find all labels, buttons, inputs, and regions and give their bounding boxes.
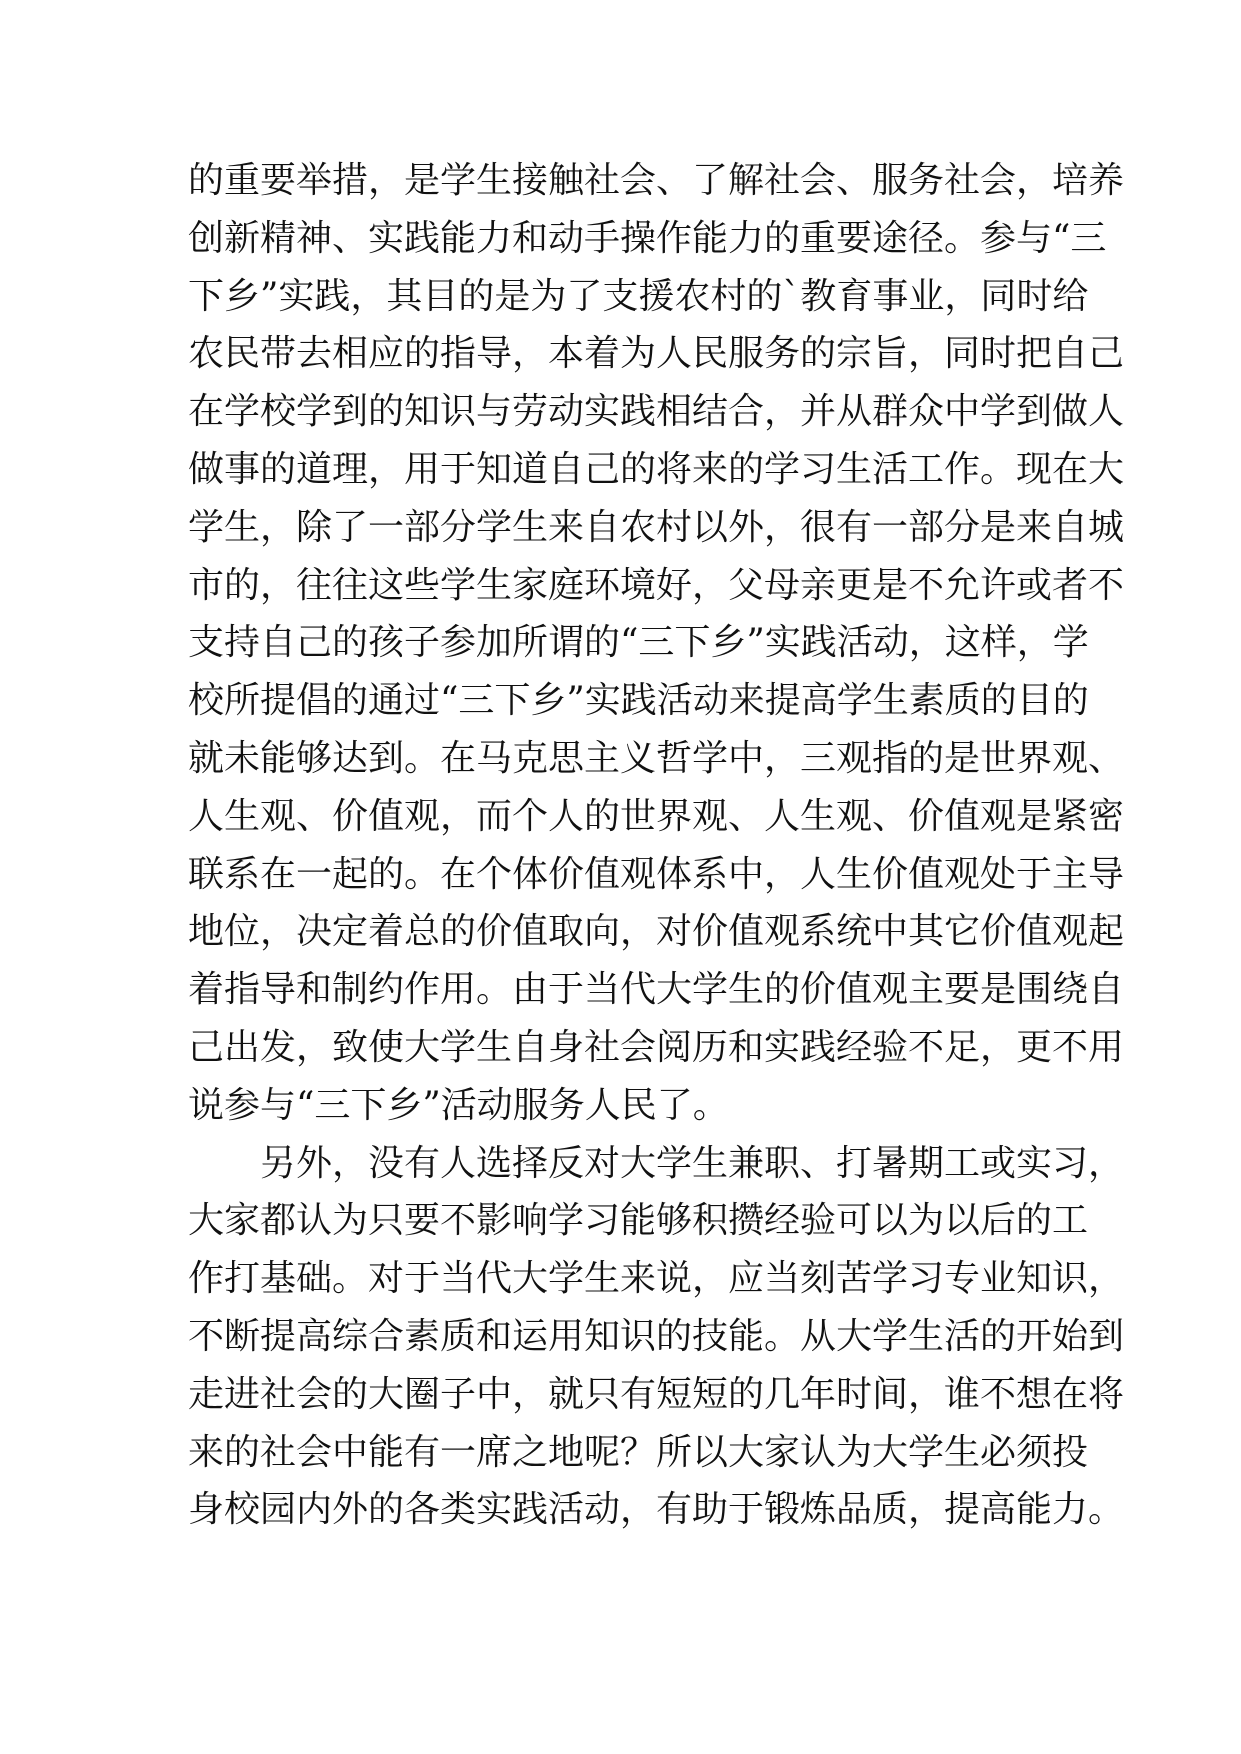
text-line: 创新精神、实践能力和动手操作能力的重要途径。参与“三 <box>188 217 1107 259</box>
paragraph-1 <box>188 152 1125 1135</box>
text-line: 农民带去相应的指导，本着为人民服务的宗旨，同时把自己 <box>188 333 1125 375</box>
text-line: 人生观、价值观，而个人的世界观、人生观、价值观是紧密 <box>188 795 1125 837</box>
text-line: 支持自己的孩子参加所谓的“三下乡”实践活动，这样，学 <box>188 622 1089 664</box>
text-line: 校所提倡的通过“三下乡”实践活动来提高学生素质的目的 <box>188 680 1089 722</box>
body-text <box>188 152 1125 1539</box>
text-line: 联系在一起的。在个体价值观体系中，人生价值观处于主导 <box>188 853 1125 895</box>
text-line: 的重要举措，是学生接触社会、了解社会、服务社会，培养 <box>188 160 1125 201</box>
text-line: 大家都认为只要不影响学习能够积攒经验可以为以后的工 <box>188 1200 1089 1242</box>
text-line: 市的，往往这些学生家庭环境好，父母亲更是不允许或者不 <box>188 564 1125 606</box>
text-line: 在学校学到的知识与劳动实践相结合，并从群众中学到做人 <box>188 391 1125 433</box>
text-line: 做事的道理，用于知道自己的将来的学习生活工作。现在大 <box>188 448 1125 490</box>
text-line: 来的社会中能有一席之地呢？所以大家认为大学生必须投 <box>188 1431 1089 1473</box>
text-line: 作打基础。对于当代大学生来说，应当刻苦学习专业知识， <box>188 1258 1125 1300</box>
text-line: 另外，没有人选择反对大学生兼职、打暑期工或实习， <box>260 1142 1125 1184</box>
text-line: 身校园内外的各类实践活动，有助于锻炼品质，提高能力。 <box>188 1489 1125 1531</box>
text-line: 学生，除了一部分学生来自农村以外，很有一部分是来自城 <box>188 506 1125 548</box>
text-line: 己出发，致使大学生自身社会阅历和实践经验不足，更不用 <box>188 1026 1125 1068</box>
text-line: 就未能够达到。在马克思主义哲学中，三观指的是世界观、 <box>188 737 1125 779</box>
paragraph-2 <box>188 1135 1125 1540</box>
text-line: 说参与“三下乡”活动服务人民了。 <box>188 1084 729 1126</box>
text-line: 着指导和制约作用。由于当代大学生的价值观主要是围绕自 <box>188 969 1125 1011</box>
text-line: 走进社会的大圈子中，就只有短短的几年时间，谁不想在将 <box>188 1373 1125 1415</box>
text-line: 地位，决定着总的价值取向，对价值观系统中其它价值观起 <box>188 911 1125 953</box>
text-line: 不断提高综合素质和运用知识的技能。从大学生活的开始到 <box>188 1315 1125 1357</box>
text-line: 下乡”实践，其目的是为了支援农村的`教育事业，同时给 <box>188 275 1089 317</box>
